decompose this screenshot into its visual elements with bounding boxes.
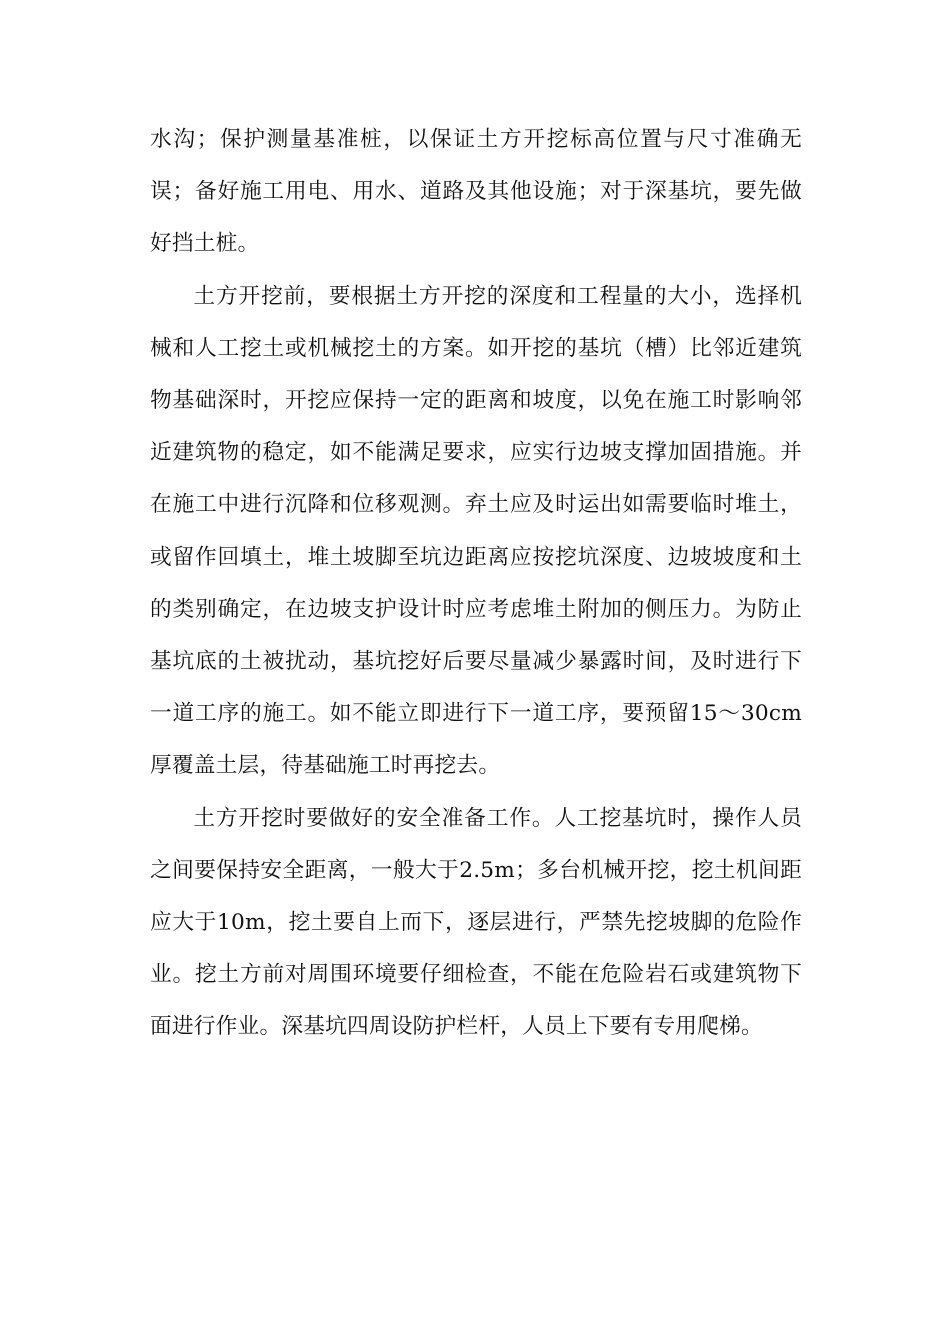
paragraph-1: 水沟；保护测量基准桩，以保证土方开挖标高位置与尺寸准确无误；备好施工用电、用水、道路及其他设施；对于深基坑，要先做好挡土桩。 bbox=[150, 127, 802, 257]
paragraph-2: 土方开挖前，要根据土方开挖的深度和工程量的大小，选择机械和人工挖土或机械挖土的方案。如开挖的基坑（槽）比邻近建筑物基础深时，开挖应保持一定的距离和坡度，以免在施工时影响邻近建筑物的稳定，如不能满足要求，应实行边坡支撑加固措施。并在施工中进行沉降和位移观测。弃土应及时运出如需要临时堆土，或留作回填土，堆土坡脚至坑边距离应按挖坑深度、边坡坡度和土的类别确定，在边坡支护设计时应考虑堆土附加的侧压力。为防止基坑底的土被扰动，基坑挖好后要尽量减少暴露时间，及时进行下一道工序的施工。如不能立即进行下一道工序，要预留15～30cm厚覆盖土层，待基础施工时再挖去。 bbox=[150, 283, 802, 779]
paragraph-3: 土方开挖时要做好的安全准备工作。人工挖基坑时，操作人员之间要保持安全距离，一般大于2.5m；多台机械开挖，挖土机间距应大于10m，挖土要自上而下，逐层进行，严禁先挖坡脚的危险作业。挖土方前对周围环境要仔细检查，不能在危险岩石或建筑物下面进行作业。深基坑四周设防护栏杆，人员上下要有专用爬梯。 bbox=[150, 805, 802, 1040]
document-body bbox=[150, 114, 802, 1054]
